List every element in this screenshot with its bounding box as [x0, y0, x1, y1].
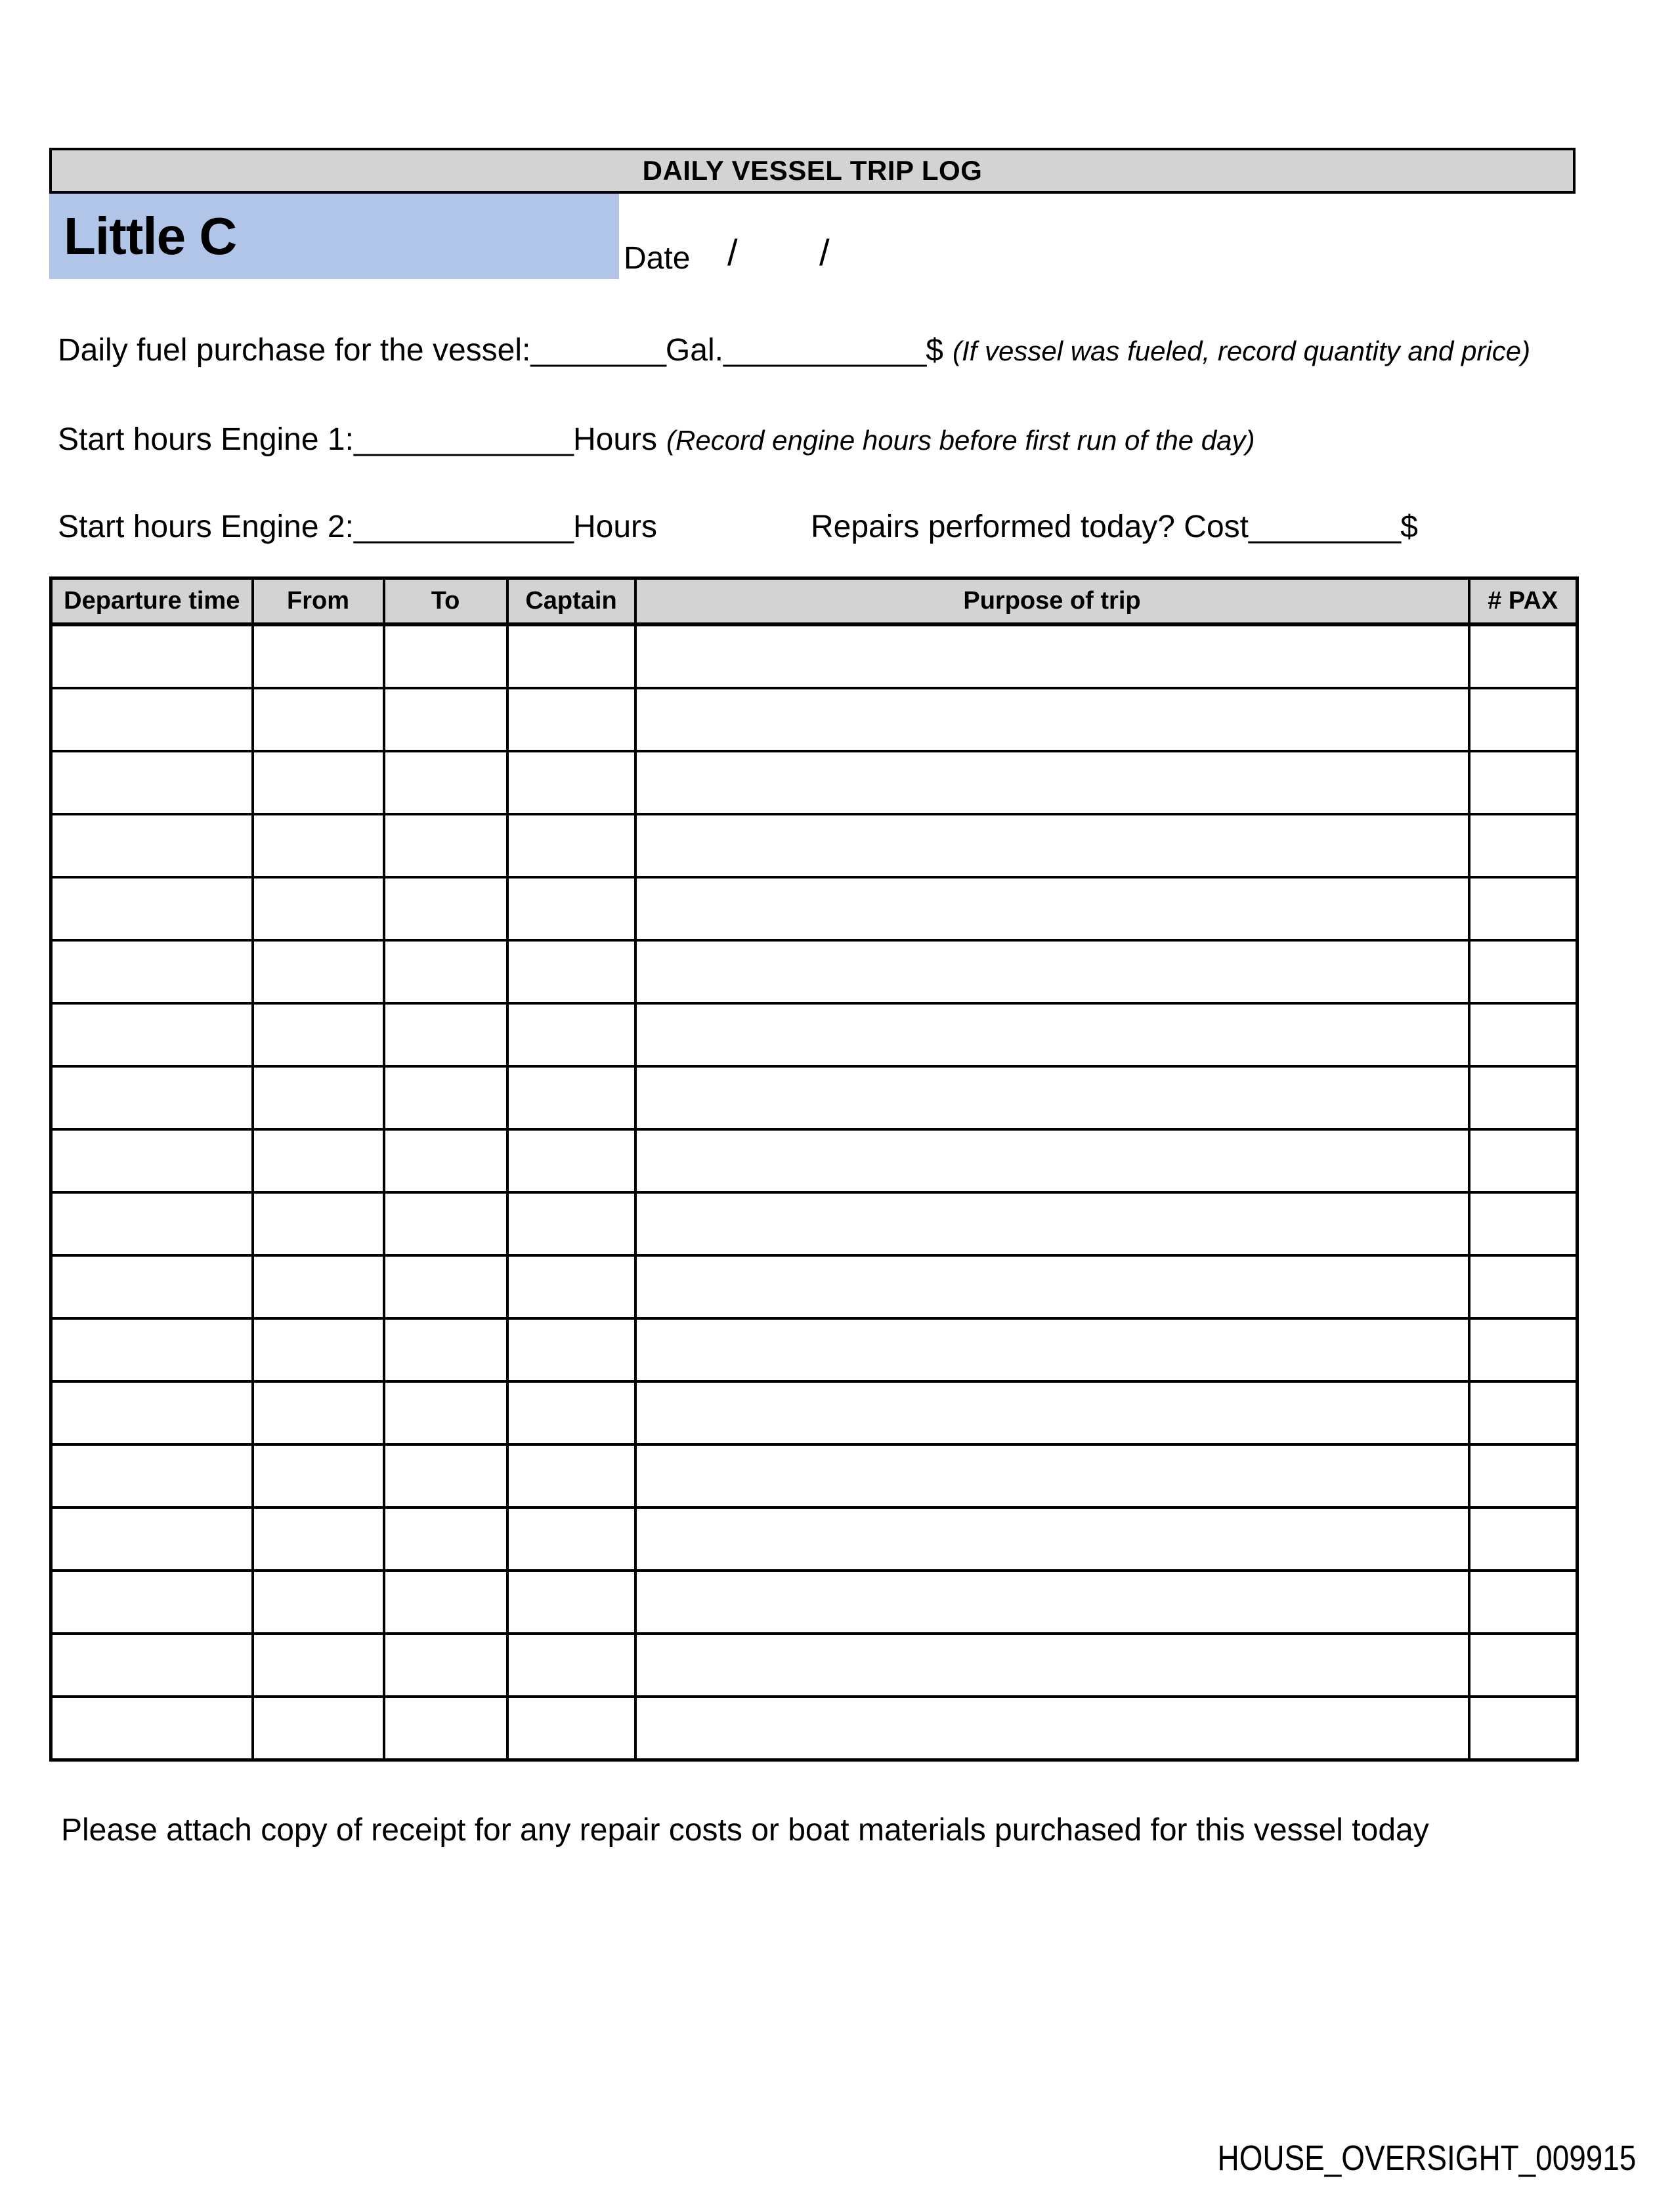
- header-cell-from: From: [253, 578, 384, 625]
- cell-pax: [1469, 1318, 1577, 1381]
- trip-table: [49, 576, 1579, 1762]
- cell-pax: [1469, 751, 1577, 814]
- engine1-hours-label: Hours: [572, 422, 658, 457]
- cell-from: [253, 1634, 384, 1697]
- cell-purpose: [635, 1444, 1469, 1507]
- cell-to: [384, 1634, 507, 1697]
- cell-departure-time: [51, 1129, 253, 1192]
- cell-pax: [1469, 1634, 1577, 1697]
- engine1-note: (Record engine hours before first run of the day): [666, 425, 1255, 456]
- cell-from: [253, 877, 384, 940]
- vessel-name: Little C: [64, 207, 237, 265]
- cell-from: [253, 1318, 384, 1381]
- cell-departure-time: [51, 1381, 253, 1444]
- fuel-dollar-sign: $: [926, 333, 943, 368]
- cell-purpose: [635, 1634, 1469, 1697]
- header-cell-pax: # PAX: [1469, 578, 1577, 625]
- cell-purpose: [635, 1003, 1469, 1066]
- cell-captain: [507, 877, 635, 940]
- cell-pax: [1469, 877, 1577, 940]
- cell-from: [253, 1507, 384, 1571]
- cell-to: [384, 1255, 507, 1318]
- cell-pax: [1469, 1571, 1577, 1634]
- cell-captain: [507, 1444, 635, 1507]
- fuel-price-blank: ____________: [723, 333, 926, 368]
- date-label: Date: [624, 241, 691, 276]
- cell-from: [253, 688, 384, 751]
- cell-to: [384, 814, 507, 877]
- cell-to: [384, 1003, 507, 1066]
- cell-departure-time: [51, 688, 253, 751]
- cell-to: [384, 624, 507, 688]
- engine2-blank: _____________: [353, 510, 573, 544]
- cell-captain: [507, 751, 635, 814]
- cell-purpose: [635, 1066, 1469, 1129]
- cell-pax: [1469, 1129, 1577, 1192]
- trip-table-row: [51, 1066, 1577, 1129]
- cell-from: [253, 624, 384, 688]
- cell-departure-time: [51, 1192, 253, 1255]
- cell-captain: [507, 1381, 635, 1444]
- cell-from: [253, 1003, 384, 1066]
- engine2-hours-label: Hours: [572, 510, 658, 544]
- cell-purpose: [635, 1697, 1469, 1760]
- cell-purpose: [635, 1318, 1469, 1381]
- cell-from: [253, 1066, 384, 1129]
- cell-pax: [1469, 688, 1577, 751]
- trip-table-row: [51, 1129, 1577, 1192]
- cell-captain: [507, 940, 635, 1003]
- trip-table-row: [51, 751, 1577, 814]
- cell-departure-time: [51, 1444, 253, 1507]
- cell-to: [384, 1381, 507, 1444]
- attach-receipt-note: Please attach copy of receipt for any repair costs or boat materials purchased for this vessel today: [61, 1813, 1429, 1848]
- trip-table-row: [51, 877, 1577, 940]
- engine2-line: [58, 509, 1576, 545]
- cell-captain: [507, 814, 635, 877]
- cell-purpose: [635, 814, 1469, 877]
- date-separator-1: /: [727, 232, 738, 273]
- cell-departure-time: [51, 1507, 253, 1571]
- cell-departure-time: [51, 1571, 253, 1634]
- cell-from: [253, 1444, 384, 1507]
- trip-table-row: [51, 940, 1577, 1003]
- trip-table-row: [51, 1444, 1577, 1507]
- cell-captain: [507, 1318, 635, 1381]
- cell-to: [384, 1444, 507, 1507]
- cell-departure-time: [51, 1697, 253, 1760]
- cell-departure-time: [51, 814, 253, 877]
- trip-table-row: [51, 1003, 1577, 1066]
- engine1-line: [58, 422, 1255, 458]
- cell-purpose: [635, 1192, 1469, 1255]
- trip-table-row: [51, 688, 1577, 751]
- cell-from: [253, 1192, 384, 1255]
- repairs-label: Repairs performed today? Cost: [811, 510, 1249, 544]
- cell-to: [384, 1697, 507, 1760]
- cell-purpose: [635, 1255, 1469, 1318]
- cell-pax: [1469, 1381, 1577, 1444]
- cell-purpose: [635, 877, 1469, 940]
- cell-departure-time: [51, 940, 253, 1003]
- cell-purpose: [635, 688, 1469, 751]
- trip-table-row: [51, 1571, 1577, 1634]
- cell-purpose: [635, 940, 1469, 1003]
- cell-pax: [1469, 1507, 1577, 1571]
- vessel-name-highlight: [49, 194, 619, 279]
- cell-to: [384, 1571, 507, 1634]
- trip-table-row: [51, 1381, 1577, 1444]
- trip-table-row: [51, 1318, 1577, 1381]
- cell-from: [253, 1697, 384, 1760]
- header-cell-purpose: Purpose of trip: [635, 578, 1469, 625]
- cell-captain: [507, 1507, 635, 1571]
- cell-from: [253, 1381, 384, 1444]
- cell-pax: [1469, 1444, 1577, 1507]
- cell-from: [253, 1571, 384, 1634]
- engine1-blank: _____________: [353, 422, 573, 457]
- cell-departure-time: [51, 751, 253, 814]
- repairs-blank: _________: [1248, 510, 1401, 544]
- repairs-line: [811, 509, 1418, 545]
- cell-departure-time: [51, 1255, 253, 1318]
- form-title: DAILY VESSEL TRIP LOG: [642, 155, 983, 186]
- cell-pax: [1469, 1192, 1577, 1255]
- cell-pax: [1469, 1255, 1577, 1318]
- cell-from: [253, 940, 384, 1003]
- cell-pax: [1469, 814, 1577, 877]
- cell-departure-time: [51, 624, 253, 688]
- cell-captain: [507, 1571, 635, 1634]
- cell-to: [384, 1129, 507, 1192]
- cell-captain: [507, 1129, 635, 1192]
- trip-table-row: [51, 1634, 1577, 1697]
- bates-number: HOUSE_OVERSIGHT_009915: [1217, 2138, 1636, 2178]
- header-cell-captain: Captain: [507, 578, 635, 625]
- cell-captain: [507, 1697, 635, 1760]
- trip-table-row: [51, 624, 1577, 688]
- cell-captain: [507, 1255, 635, 1318]
- fuel-gallons-unit: Gal.: [665, 333, 723, 368]
- trip-table-body: [51, 624, 1577, 1760]
- cell-from: [253, 814, 384, 877]
- cell-from: [253, 1129, 384, 1192]
- cell-purpose: [635, 624, 1469, 688]
- fuel-line: [58, 332, 1530, 368]
- repairs-dollar-sign: $: [1400, 510, 1418, 544]
- cell-captain: [507, 1066, 635, 1129]
- header-cell-departure-time: Departure time: [51, 578, 253, 625]
- engine1-label: Start hours Engine 1:: [58, 422, 354, 457]
- cell-to: [384, 688, 507, 751]
- cell-to: [384, 877, 507, 940]
- cell-purpose: [635, 1571, 1469, 1634]
- cell-captain: [507, 1192, 635, 1255]
- form-title-bar: [49, 148, 1576, 194]
- trip-table-row: [51, 814, 1577, 877]
- cell-departure-time: [51, 1066, 253, 1129]
- cell-to: [384, 1507, 507, 1571]
- trip-table-row: [51, 1192, 1577, 1255]
- cell-pax: [1469, 940, 1577, 1003]
- trip-table-row: [51, 1697, 1577, 1760]
- cell-pax: [1469, 1066, 1577, 1129]
- fuel-label: Daily fuel purchase for the vessel:: [58, 333, 531, 368]
- cell-to: [384, 1318, 507, 1381]
- cell-captain: [507, 1634, 635, 1697]
- cell-purpose: [635, 1129, 1469, 1192]
- cell-pax: [1469, 1697, 1577, 1760]
- cell-pax: [1469, 1003, 1577, 1066]
- cell-departure-time: [51, 1318, 253, 1381]
- cell-to: [384, 940, 507, 1003]
- cell-purpose: [635, 751, 1469, 814]
- cell-purpose: [635, 1381, 1469, 1444]
- cell-pax: [1469, 624, 1577, 688]
- fuel-gallons-blank: ________: [530, 333, 666, 368]
- header-cell-to: To: [384, 578, 507, 625]
- cell-from: [253, 1255, 384, 1318]
- cell-to: [384, 1066, 507, 1129]
- cell-from: [253, 751, 384, 814]
- date-separator-2: /: [819, 232, 830, 273]
- cell-to: [384, 751, 507, 814]
- trip-table-row: [51, 1507, 1577, 1571]
- fuel-note: (If vessel was fueled, record quantity and price): [953, 336, 1531, 366]
- cell-departure-time: [51, 1634, 253, 1697]
- cell-captain: [507, 624, 635, 688]
- cell-departure-time: [51, 877, 253, 940]
- cell-captain: [507, 688, 635, 751]
- cell-departure-time: [51, 1003, 253, 1066]
- engine2-label: Start hours Engine 2:: [58, 510, 354, 544]
- trip-table-row: [51, 1255, 1577, 1318]
- trip-table-header-row: [51, 578, 1577, 625]
- cell-captain: [507, 1003, 635, 1066]
- cell-purpose: [635, 1507, 1469, 1571]
- cell-to: [384, 1192, 507, 1255]
